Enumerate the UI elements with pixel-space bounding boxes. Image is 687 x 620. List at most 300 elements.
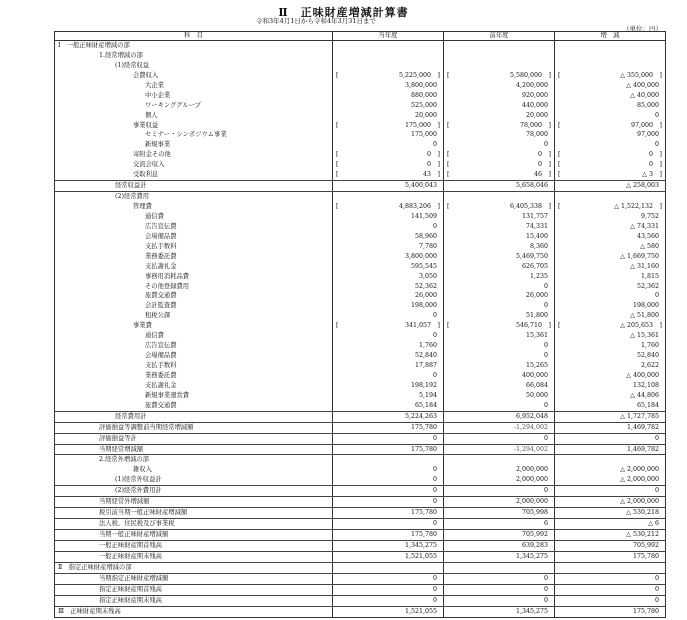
table-row	[55, 465, 666, 475]
previous-value	[444, 562, 555, 573]
bracket-close: ]	[548, 151, 551, 159]
previous-value-text: 5,580,000	[509, 71, 542, 79]
current-value	[333, 301, 444, 311]
previous-value	[444, 150, 555, 160]
previous-value-text: 705,998	[521, 509, 548, 517]
row-label: 中小企業	[55, 91, 333, 101]
change-value	[555, 584, 666, 595]
previous-value	[444, 465, 555, 475]
bracket-close: ]	[548, 161, 551, 169]
change-value-text: 0	[654, 585, 659, 593]
table-row	[55, 262, 666, 272]
bracket-open: [	[336, 322, 339, 330]
change-value-text: 0	[654, 111, 659, 119]
table-row	[55, 111, 666, 121]
previous-value-text: -1,294,002	[513, 423, 548, 431]
current-value	[333, 181, 444, 192]
current-value	[333, 595, 444, 606]
current-value-text: 595,545	[410, 262, 437, 270]
row-label: Ⅰ 一般正味財産増減の部	[55, 41, 333, 51]
previous-value-text: 74,331	[525, 222, 548, 230]
change-value-text: △ 355,000	[620, 71, 653, 79]
previous-value-text: 0	[543, 302, 548, 310]
current-value	[333, 351, 444, 361]
current-value	[333, 433, 444, 444]
change-value	[555, 595, 666, 606]
bracket-open: [	[336, 161, 339, 169]
statement-title: Ⅱ 正味財産増減計算書	[278, 6, 409, 19]
row-label: 新規事業	[55, 140, 333, 150]
table-row	[55, 573, 666, 584]
current-value-text: 0	[432, 596, 437, 604]
previous-value	[444, 262, 555, 272]
bracket-close: ]	[659, 151, 662, 159]
previous-value-text: 51,800	[525, 312, 548, 320]
previous-value	[444, 170, 555, 180]
current-value	[333, 160, 444, 170]
row-label: 指定正味財産期末残高	[55, 595, 333, 606]
change-value-text: 97,000	[636, 131, 659, 139]
current-value-text: 175,000	[404, 121, 431, 129]
current-value-text: 0	[432, 141, 437, 149]
change-value-text: △ 580	[640, 242, 659, 250]
previous-value	[444, 160, 555, 170]
previous-value-text: 6,405,338	[509, 203, 542, 211]
previous-value	[444, 573, 555, 584]
change-value	[555, 391, 666, 401]
change-value-text: △ 2,000,000	[620, 466, 659, 474]
change-value	[555, 242, 666, 252]
bracket-open: [	[447, 203, 450, 210]
current-value-text: 0	[426, 161, 431, 169]
change-value-text: 9,752	[640, 212, 659, 220]
row-label: 受取利息	[55, 170, 333, 180]
row-label: 指定正味財産期首残高	[55, 584, 333, 595]
row-label: 会場備品費	[55, 232, 333, 242]
current-value-text: 5,400,043	[404, 182, 437, 190]
bracket-open: [	[558, 161, 561, 169]
previous-value	[444, 81, 555, 91]
table-row	[55, 202, 666, 212]
change-value-text: 1,760	[640, 342, 659, 350]
change-value-text: △ 258,003	[626, 182, 659, 190]
change-value	[555, 573, 666, 584]
previous-value-text: 6,952,048	[515, 412, 548, 420]
change-value	[555, 508, 666, 519]
row-label: 交流会収入	[55, 160, 333, 170]
bracket-close: ]	[548, 203, 551, 210]
current-value	[333, 584, 444, 595]
current-value-text: 880,000	[410, 91, 437, 99]
previous-value-text: 0	[537, 151, 542, 159]
row-label: 通信費	[55, 212, 333, 222]
current-value	[333, 81, 444, 91]
change-value-text: △ 400,000	[626, 81, 659, 89]
row-label: 租税公課	[55, 311, 333, 321]
row-label: (1)経常収益	[55, 61, 333, 71]
table-row	[55, 540, 666, 551]
bracket-close: ]	[437, 71, 440, 79]
bracket-open: [	[447, 171, 450, 179]
previous-value-text: 0	[543, 401, 548, 409]
previous-value-text: 0	[543, 282, 548, 290]
table-row	[55, 351, 666, 361]
change-value	[555, 361, 666, 371]
change-value-text: △ 1,727,785	[620, 412, 659, 420]
current-value-text: 1,345,275	[404, 541, 437, 549]
table-row	[55, 121, 666, 131]
current-value	[333, 291, 444, 301]
change-value-text: 52,840	[636, 352, 659, 360]
bracket-close: ]	[548, 71, 551, 79]
change-value-text: △ 6	[648, 520, 659, 528]
change-value	[555, 140, 666, 150]
row-label: 支払手数料	[55, 242, 333, 252]
change-value-text: 97,000	[630, 121, 653, 129]
previous-value	[444, 91, 555, 101]
current-value-text: 5,194	[418, 391, 437, 399]
previous-value-text: 66,084	[525, 381, 548, 389]
change-value-text: 175,780	[632, 552, 659, 560]
previous-value	[444, 311, 555, 321]
row-label: 一般正味財産期末残高	[55, 551, 333, 562]
previous-value-text: 705,992	[521, 531, 548, 539]
bracket-close: ]	[437, 151, 440, 159]
current-value	[333, 121, 444, 131]
table-row	[55, 331, 666, 341]
previous-value	[444, 551, 555, 562]
change-value-text: △ 15,361	[630, 332, 659, 340]
bracket-close: ]	[659, 203, 662, 210]
previous-value-text: 0	[543, 141, 548, 149]
previous-value	[444, 130, 555, 140]
table-row	[55, 232, 666, 242]
current-value	[333, 71, 444, 81]
bracket-open: [	[558, 171, 561, 179]
row-label: 支払謝礼金	[55, 262, 333, 272]
change-value-text: 1,815	[640, 272, 659, 280]
bracket-open: [	[336, 151, 339, 159]
table-row	[55, 391, 666, 401]
change-value	[555, 150, 666, 160]
previous-value	[444, 202, 555, 212]
previous-value-text: 15,265	[525, 362, 548, 370]
row-label: (2)経常費用	[55, 192, 333, 202]
previous-value	[444, 475, 555, 485]
current-value	[333, 252, 444, 262]
row-label: 個人	[55, 111, 333, 121]
previous-value	[444, 422, 555, 433]
row-label: 会場備品費	[55, 351, 333, 361]
current-value-text: 198,192	[410, 381, 437, 389]
current-value	[333, 540, 444, 551]
change-value-text: 0	[654, 292, 659, 300]
row-label: 当期経常外増減額	[55, 497, 333, 508]
current-value-text: 175,780	[410, 445, 437, 453]
current-value	[333, 381, 444, 391]
current-value-text: 0	[432, 222, 437, 230]
change-value	[555, 212, 666, 222]
bracket-open: [	[558, 151, 561, 159]
table-row	[55, 551, 666, 562]
change-value-text: 198,000	[632, 302, 659, 310]
change-value	[555, 422, 666, 433]
row-label: セミナー・シンポジウム事業	[55, 130, 333, 140]
bracket-open: [	[558, 71, 561, 79]
change-value	[555, 272, 666, 282]
current-value-text: 5,225,000	[398, 71, 431, 79]
previous-value	[444, 111, 555, 121]
current-value-text: 0	[432, 476, 437, 484]
change-value	[555, 252, 666, 262]
bracket-open: [	[558, 322, 561, 330]
bracket-open: [	[447, 121, 450, 129]
change-value-text: 43,560	[636, 232, 659, 240]
current-value	[333, 455, 444, 465]
change-value-text: △ 74,331	[630, 222, 659, 230]
previous-value	[444, 530, 555, 541]
previous-value-text: 131,757	[521, 212, 548, 220]
change-value-text: 1,469,782	[626, 423, 659, 431]
change-value	[555, 81, 666, 91]
row-label: 支払謝礼金	[55, 381, 333, 391]
row-label: 当期指定正味財産増減額	[55, 573, 333, 584]
change-value	[555, 41, 666, 51]
row-label: 業務委託費	[55, 252, 333, 262]
previous-value-text: 0	[537, 161, 542, 169]
unit-label: （単位：円）	[623, 25, 662, 33]
bracket-close: ]	[548, 171, 551, 179]
previous-value	[444, 391, 555, 401]
previous-value-text: 46	[533, 171, 542, 179]
row-label: ワーキンググループ	[55, 101, 333, 111]
current-value	[333, 606, 444, 617]
previous-value	[444, 282, 555, 292]
row-label: (1)経常外収益計	[55, 475, 333, 485]
current-value	[333, 91, 444, 101]
row-label: 寄附金その他	[55, 150, 333, 160]
previous-value	[444, 486, 555, 497]
change-value-text: 85,000	[636, 101, 659, 109]
bracket-open: [	[447, 151, 450, 159]
table-row	[55, 455, 666, 465]
row-label: 経常費用計	[55, 411, 333, 422]
table-row	[55, 301, 666, 311]
table-row	[55, 282, 666, 292]
previous-value	[444, 401, 555, 411]
change-value	[555, 465, 666, 475]
row-label: 支払手数料	[55, 361, 333, 371]
table-row	[55, 371, 666, 381]
change-value-text: △ 1,522,132	[614, 203, 653, 211]
change-value-text: 52,362	[636, 282, 659, 290]
bracket-open: [	[447, 71, 450, 79]
change-value	[555, 181, 666, 192]
previous-value	[444, 341, 555, 351]
current-value-text: 26,000	[414, 292, 437, 300]
change-value-text: 132,108	[632, 381, 659, 389]
previous-value-text: 400,000	[521, 371, 548, 379]
current-value-text: 0	[432, 312, 437, 320]
table-body	[55, 41, 666, 618]
row-label: 広告宣伝費	[55, 341, 333, 351]
previous-value-text: 440,000	[521, 101, 548, 109]
table-row	[55, 486, 666, 497]
previous-value	[444, 212, 555, 222]
current-value	[333, 361, 444, 371]
current-value-text: 0	[426, 151, 431, 159]
table-row	[55, 508, 666, 519]
previous-value-text: 0	[543, 352, 548, 360]
change-value	[555, 486, 666, 497]
current-value	[333, 101, 444, 111]
previous-value-text: 78,000	[519, 121, 542, 129]
table-row	[55, 140, 666, 150]
current-value-text: 58,960	[414, 232, 437, 240]
table-row	[55, 130, 666, 140]
previous-value	[444, 272, 555, 282]
table-row	[55, 411, 666, 422]
previous-value-text: 5,658,046	[515, 182, 548, 190]
previous-value	[444, 361, 555, 371]
table-row	[55, 475, 666, 485]
current-value-text: 1,521,055	[404, 607, 437, 615]
current-value	[333, 341, 444, 351]
change-value-text: △ 2,000,000	[620, 476, 659, 484]
table-row	[55, 61, 666, 71]
current-value	[333, 222, 444, 232]
current-value-text: 175,000	[410, 131, 437, 139]
change-value-text: 0	[648, 161, 653, 169]
change-value	[555, 291, 666, 301]
current-value	[333, 321, 444, 331]
change-value-text: △ 44,806	[630, 391, 659, 399]
row-label: 会費収入	[55, 71, 333, 81]
change-value	[555, 301, 666, 311]
previous-value	[444, 381, 555, 391]
previous-value-text: 50,000	[525, 391, 548, 399]
row-label: Ⅲ 正味財産期末残高	[55, 606, 333, 617]
bracket-close: ]	[437, 121, 440, 129]
change-value	[555, 551, 666, 562]
previous-value-text: 2,000,000	[515, 498, 548, 506]
change-value-text: 1,469,782	[626, 445, 659, 453]
current-value-text: 3,800,000	[404, 81, 437, 89]
current-value	[333, 111, 444, 121]
previous-value-text: 0	[543, 487, 548, 495]
change-value	[555, 444, 666, 455]
change-value-text: △ 31,160	[630, 262, 659, 270]
header-current: 当年度	[333, 32, 444, 41]
previous-value-text: 8,360	[529, 242, 548, 250]
current-value-text: 0	[432, 520, 437, 528]
current-value-text: 141,509	[410, 212, 437, 220]
change-value	[555, 381, 666, 391]
table-row	[55, 181, 666, 192]
table-row	[55, 170, 666, 180]
previous-value-text: 0	[543, 342, 548, 350]
table-row	[55, 341, 666, 351]
change-value	[555, 51, 666, 61]
change-value-text: △ 2,000,000	[620, 498, 659, 506]
table-row	[55, 272, 666, 282]
current-value	[333, 192, 444, 202]
row-label: 当期一般正味財産増減額	[55, 530, 333, 541]
row-label: 旅費交通費	[55, 291, 333, 301]
bracket-close: ]	[437, 171, 440, 179]
table-row	[55, 291, 666, 301]
bracket-open: [	[447, 161, 450, 169]
table-row	[55, 150, 666, 160]
row-label: 事業収益	[55, 121, 333, 131]
current-value-text: 0	[432, 434, 437, 442]
previous-value	[444, 232, 555, 242]
previous-value-text: 2,000,000	[515, 466, 548, 474]
current-value-text: 0	[432, 498, 437, 506]
previous-value-text: 1,345,275	[515, 607, 548, 615]
header-change: 増 減	[555, 32, 666, 41]
table-row	[55, 519, 666, 530]
current-value	[333, 465, 444, 475]
current-value-text: 5,224,263	[404, 412, 437, 420]
current-value	[333, 371, 444, 381]
bracket-close: ]	[548, 121, 551, 129]
table-row	[55, 212, 666, 222]
row-label: その他登録費用	[55, 282, 333, 292]
current-value	[333, 202, 444, 212]
row-label: 2.経常外増減の部	[55, 455, 333, 465]
current-value-text: 525,000	[410, 101, 437, 109]
current-value-text: 3,800,000	[404, 252, 437, 260]
current-value	[333, 232, 444, 242]
row-label: 業務委託費	[55, 371, 333, 381]
row-label: 広告宣伝費	[55, 222, 333, 232]
change-value	[555, 331, 666, 341]
current-value-text: 175,780	[410, 423, 437, 431]
current-value-text: 1,760	[418, 342, 437, 350]
previous-value	[444, 192, 555, 202]
current-value	[333, 331, 444, 341]
bracket-open: [	[336, 171, 339, 179]
bracket-open: [	[336, 203, 339, 210]
current-value-text: 0	[432, 574, 437, 582]
row-label: 当期経常増減額	[55, 444, 333, 455]
change-value-text: △ 400,000	[626, 371, 659, 379]
table-row	[55, 192, 666, 202]
row-label: Ⅱ 指定正味財産増減の部	[55, 562, 333, 573]
change-value	[555, 540, 666, 551]
statement-table	[54, 31, 666, 618]
bracket-close: ]	[437, 322, 440, 330]
current-value	[333, 61, 444, 71]
table-row	[55, 444, 666, 455]
bracket-close: ]	[659, 322, 662, 330]
change-value	[555, 530, 666, 541]
bracket-close: ]	[659, 71, 662, 79]
table-row	[55, 497, 666, 508]
previous-value	[444, 351, 555, 361]
current-value-text: 0	[432, 466, 437, 474]
current-value-text: 341,057	[404, 322, 431, 330]
change-value-text: 705,992	[632, 541, 659, 549]
change-value-text: 0	[654, 141, 659, 149]
row-label: 事業費	[55, 321, 333, 331]
current-value-text: 198,000	[410, 302, 437, 310]
current-value	[333, 262, 444, 272]
change-value-text: △ 3	[642, 171, 653, 179]
change-value	[555, 401, 666, 411]
change-value-text: △ 51,800	[630, 312, 659, 320]
